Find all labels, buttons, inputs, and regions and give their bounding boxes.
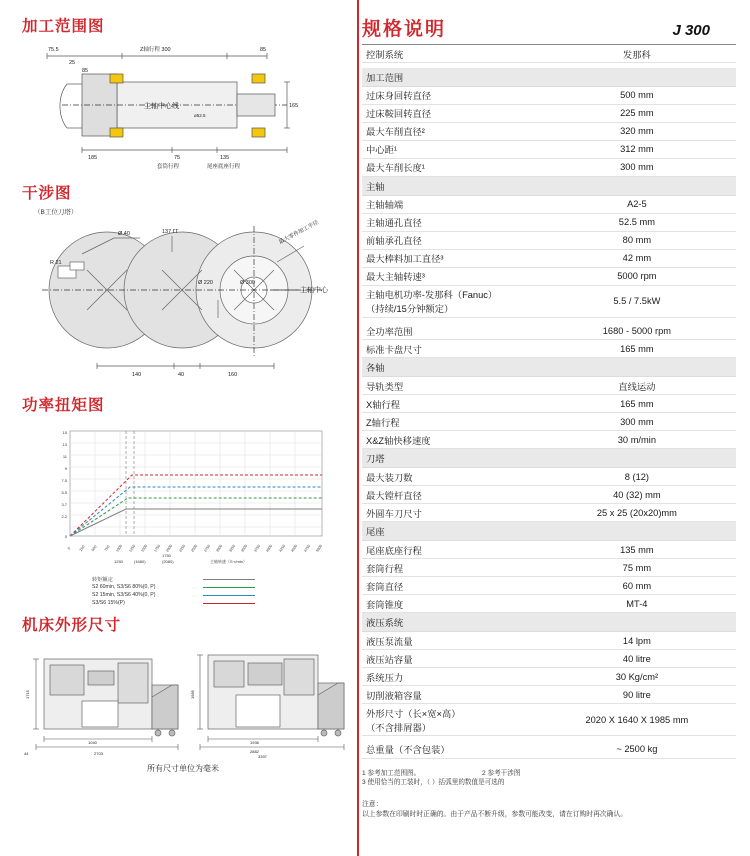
svg-text:主轴转速（S·r/min）: 主轴转速（S·r/min）	[210, 559, 247, 564]
spec-row-key: 系统压力	[366, 672, 404, 683]
spec-row	[362, 632, 736, 650]
spec-row-key: 最大棒料加工直径³	[366, 254, 444, 264]
lbl-sleeve-stroke: 套筒行程	[157, 164, 180, 170]
spec-row-key: 最大镗杆直径	[366, 490, 422, 501]
dim-165: 165	[289, 103, 299, 109]
spec-row-key: 套筒直径	[366, 581, 404, 592]
svg-text:1250: 1250	[128, 544, 137, 553]
footnote-1: 1 参考加工范围图。	[362, 769, 421, 777]
dim-75-5: 75.5	[48, 47, 59, 53]
spec-row-key: X&Z轴快移速度	[366, 435, 431, 446]
svg-text:7.5: 7.5	[61, 478, 67, 483]
spec-row	[362, 249, 736, 267]
spec-group-header	[362, 68, 736, 87]
spec-row-key: X轴行程	[366, 399, 401, 410]
legend-item-3: S3/S6 15%(P)	[92, 599, 344, 607]
spec-row	[362, 468, 736, 486]
section-title-interference: 干涉图	[22, 185, 72, 202]
spec-row-value: 发那科	[622, 49, 651, 60]
spec-row-value: 5.5 / 7.5kW	[613, 296, 661, 306]
right-column	[352, 0, 750, 856]
spec-row-key: 导轨类型	[366, 381, 404, 392]
spec-group-label: 刀塔	[362, 449, 736, 468]
spec-row-key: 总重量（不含包装）	[366, 745, 450, 755]
spec-row	[362, 541, 736, 559]
svg-text:(2080): (2080)	[162, 559, 174, 564]
spec-row	[362, 195, 736, 213]
svg-text:1000: 1000	[115, 544, 124, 553]
lbl-spindle-center-line: 主轴中心线	[144, 103, 179, 110]
lbl-tailstock-stroke: 尾座底座行程	[207, 164, 241, 170]
spec-group-header	[362, 449, 736, 468]
spec-row	[362, 486, 736, 504]
spec-row-key: Z轴行程	[366, 417, 400, 428]
svg-text:2750: 2750	[203, 544, 212, 553]
dim-3397: 3397	[258, 754, 267, 759]
svg-text:3500: 3500	[240, 544, 249, 553]
svg-text:1750: 1750	[162, 553, 171, 558]
svg-text:4250: 4250	[278, 544, 287, 553]
spec-row-value: 300 mm	[620, 162, 654, 172]
spec-row-value: 30 m/min	[617, 434, 656, 445]
power-torque-chart	[22, 421, 344, 611]
dim-137: 137 ГГ	[162, 229, 179, 235]
column-divider	[357, 0, 359, 856]
svg-text:3250: 3250	[228, 544, 237, 553]
spec-row-key: 尾座底座行程	[366, 545, 422, 556]
dim-25: 25	[69, 60, 76, 66]
section-title-working-range: 加工范围图	[22, 18, 105, 35]
spec-row	[362, 140, 736, 158]
spec-row-value: 500 mm	[620, 90, 654, 100]
spec-row	[362, 595, 736, 613]
spec-row	[362, 704, 736, 736]
spec-row-key: 外形尺寸（长×宽×高） （不含排屑器）	[366, 708, 461, 733]
spec-row	[362, 231, 736, 249]
spec-row	[362, 104, 736, 122]
dim-r21: R 21	[50, 260, 62, 266]
spec-row	[362, 158, 736, 176]
spec-row-key: 最大车削直径²	[366, 127, 425, 137]
legend-item-0: 转矩额定	[92, 575, 344, 583]
svg-text:5000: 5000	[315, 544, 324, 553]
spec-table	[362, 45, 736, 759]
svg-text:500: 500	[90, 544, 98, 553]
spec-row	[362, 431, 736, 449]
spec-row-key: 过床鞍回转直径	[366, 109, 432, 119]
svg-text:4500: 4500	[290, 544, 299, 553]
notes-body: 以上参数在印刷时时正确的。由于产品不断升级，参数可能改变，请在订购时再次确认。	[362, 811, 628, 819]
spec-title: 规格说明	[362, 19, 447, 40]
chart-legend	[92, 575, 344, 607]
spec-row-value: 42 mm	[622, 253, 652, 263]
svg-text:3.7: 3.7	[61, 502, 67, 507]
svg-text:3000: 3000	[215, 544, 224, 553]
svg-text:11: 11	[62, 454, 67, 459]
spec-row	[362, 686, 736, 704]
spec-group-header	[362, 176, 736, 195]
spec-row	[362, 741, 736, 759]
spec-group-label: 液压系统	[362, 613, 736, 632]
spec-row-value: 40 (32) mm	[613, 489, 661, 500]
svg-text:9: 9	[64, 466, 67, 471]
dim-85-right: 85	[260, 47, 267, 53]
legend-swatch-0	[203, 579, 255, 580]
spec-group-label: 主轴	[362, 176, 736, 195]
dim-160: 160	[228, 372, 238, 378]
machine-dimension-drawing	[22, 641, 344, 801]
lbl-max-part-radius: 最大零件加工半径	[278, 219, 320, 246]
dim-44: 44	[24, 751, 29, 756]
spec-row-value: ~ 2500 kg	[616, 744, 658, 754]
dim-1936: 1936	[250, 740, 259, 745]
dim-z-stroke: Z轴行程 300	[140, 47, 171, 53]
spec-row-key: 主轴通孔直径	[366, 218, 422, 228]
spec-row-value: 165 mm	[620, 398, 654, 409]
spec-row	[362, 45, 736, 63]
spec-row-value: 1680 - 5000 rpm	[602, 325, 671, 336]
legend-item-1: S2 60min, S3/S6 80%(0, P)	[92, 583, 344, 591]
dim-2703: 2703	[94, 751, 103, 756]
svg-text:2500: 2500	[190, 544, 199, 553]
spec-row-value: 312 mm	[620, 144, 654, 154]
spec-row	[362, 504, 736, 522]
spec-row-value: 165 mm	[620, 343, 654, 354]
spec-row-key: 外圆车刀尺寸	[366, 508, 422, 519]
svg-text:2250: 2250	[178, 544, 187, 553]
spec-row	[362, 577, 736, 595]
working-range-diagram	[22, 42, 344, 177]
spec-row-value: 30 Kg/cm²	[615, 671, 659, 682]
spec-row	[362, 213, 736, 231]
dim-185: 185	[88, 155, 98, 161]
section-title-machine-dimensions: 机床外形尺寸	[22, 617, 122, 634]
dim-phi-300: Ø 300	[240, 280, 255, 286]
lbl-spindle-center: 主轴中心	[300, 287, 328, 294]
spec-row-value: 直线运动	[618, 381, 656, 392]
spec-row-key: 切削液箱容量	[366, 690, 422, 701]
dim-1040: 1040	[88, 740, 97, 745]
spec-row	[362, 267, 736, 285]
footnote-2: 2 参考干涉图	[482, 769, 521, 777]
svg-text:0: 0	[64, 534, 67, 539]
spec-group-header	[362, 358, 736, 377]
spec-row-value: 300 mm	[620, 416, 654, 427]
svg-text:1250: 1250	[114, 559, 123, 564]
legend-swatch-3	[203, 603, 255, 604]
spec-row-value: A2-5	[627, 199, 647, 209]
spec-row	[362, 285, 736, 317]
svg-text:15: 15	[62, 430, 67, 435]
spec-row-key: 最大车削长度¹	[366, 163, 425, 173]
section-title-power-torque: 功率扭矩图	[22, 397, 105, 414]
spec-row-value: 40 litre	[622, 653, 651, 664]
dim-phi-220: Ø 220	[198, 280, 213, 286]
spec-group-label: 尾座	[362, 522, 736, 541]
spec-row-key: 最大装刀数	[366, 472, 413, 483]
svg-text:1750: 1750	[153, 544, 162, 553]
spec-row-value: 80 mm	[622, 235, 652, 245]
footnotes	[362, 769, 736, 789]
spec-row-value: 60 mm	[622, 580, 652, 591]
svg-text:750: 750	[103, 544, 111, 553]
spec-model: J 300	[672, 22, 710, 39]
spec-row-key: 过床身回转直径	[366, 91, 432, 101]
svg-text:4750: 4750	[303, 544, 312, 553]
spec-row-key: 液压泵流量	[366, 636, 413, 647]
spec-header	[362, 14, 736, 45]
spec-group-label: 加工范围	[362, 68, 736, 87]
spec-row-value: 75 mm	[622, 562, 652, 573]
spec-row	[362, 340, 736, 358]
dim-135: 135	[220, 155, 230, 161]
section-sub-interference: （B工位刀塔）	[34, 209, 78, 216]
footnote-3: 3 使用恰当的工装时，（ ）括弧里的数值是可选的	[362, 779, 505, 787]
legend-swatch-1	[203, 587, 255, 588]
dim-140: 140	[132, 372, 142, 378]
spec-row-value: 25 x 25 (20x20)mm	[596, 507, 677, 518]
dim-2882: 2882	[250, 749, 259, 754]
spec-row-value: 2020 X 1640 X 1985 mm	[585, 714, 689, 725]
spec-row-key: 液压站容量	[366, 654, 413, 665]
spec-row	[362, 668, 736, 686]
svg-text:1715: 1715	[25, 690, 30, 699]
legend-item-2: S2 15min, S3/S6 40%(0, P)	[92, 591, 344, 599]
spec-row	[362, 395, 736, 413]
spec-row	[362, 377, 736, 395]
svg-text:0: 0	[66, 546, 72, 551]
svg-text:4000: 4000	[265, 544, 274, 553]
interference-diagram	[22, 218, 344, 393]
spec-group-label: 各轴	[362, 358, 736, 377]
spec-row-key: 前轴承孔直径	[366, 236, 422, 246]
notes	[362, 800, 736, 820]
dim-phi-52-5: ø52.5	[194, 113, 206, 118]
spec-row-key: 套筒行程	[366, 563, 404, 574]
dim-40: 40	[178, 372, 185, 378]
legend-swatch-2	[203, 595, 255, 596]
spec-row-key: 全功率范围	[366, 326, 413, 337]
spec-row-key: 中心距¹	[366, 145, 397, 155]
spec-row-value: 14 lpm	[622, 635, 651, 646]
units-note: 所有尺寸单位为毫米	[147, 764, 219, 773]
spec-row	[362, 413, 736, 431]
dim-75: 75	[174, 155, 181, 161]
spec-row-value: 8 (12)	[624, 471, 650, 482]
notes-title: 注意：	[362, 801, 383, 809]
spec-row-key: 最大主轴转速³	[366, 272, 425, 282]
svg-text:250: 250	[78, 544, 86, 553]
spec-row-value: 225 mm	[620, 108, 654, 118]
spec-row-value: 320 mm	[620, 126, 654, 136]
left-column	[0, 0, 352, 856]
dim-phi-40: Ø 40	[118, 231, 130, 237]
spec-row-key: 主轴电机功率-发那科（Fanuc） （持续/15分钟额定）	[366, 290, 498, 314]
spec-group-header	[362, 522, 736, 541]
spec-group-header	[362, 613, 736, 632]
spec-row-key: 标准卡盘尺寸	[366, 344, 422, 355]
spec-row	[362, 322, 736, 340]
spec-row-value: MT-4	[626, 598, 648, 609]
spec-row	[362, 122, 736, 140]
spec-row-key: 控制系统	[366, 49, 404, 60]
svg-text:2000: 2000	[165, 544, 174, 553]
spec-row	[362, 559, 736, 577]
spec-row	[362, 86, 736, 104]
svg-text:1985: 1985	[190, 690, 195, 699]
spec-row-value: 90 litre	[622, 689, 651, 700]
dim-85-left: 85	[82, 68, 89, 74]
spec-row-value: 135 mm	[620, 544, 654, 555]
spec-row	[362, 650, 736, 668]
svg-text:(1680): (1680)	[134, 559, 146, 564]
svg-text:3750: 3750	[253, 544, 262, 553]
svg-text:13: 13	[62, 442, 67, 447]
spec-row-value: 5000 rpm	[617, 271, 657, 281]
svg-text:5.5: 5.5	[61, 490, 67, 495]
spec-row-key: 套筒锥度	[366, 599, 404, 610]
spec-row-value: 52.5 mm	[618, 217, 655, 227]
svg-text:1500: 1500	[140, 544, 149, 553]
spec-row-key: 主轴轴端	[366, 200, 404, 210]
svg-text:2.2: 2.2	[61, 514, 67, 519]
